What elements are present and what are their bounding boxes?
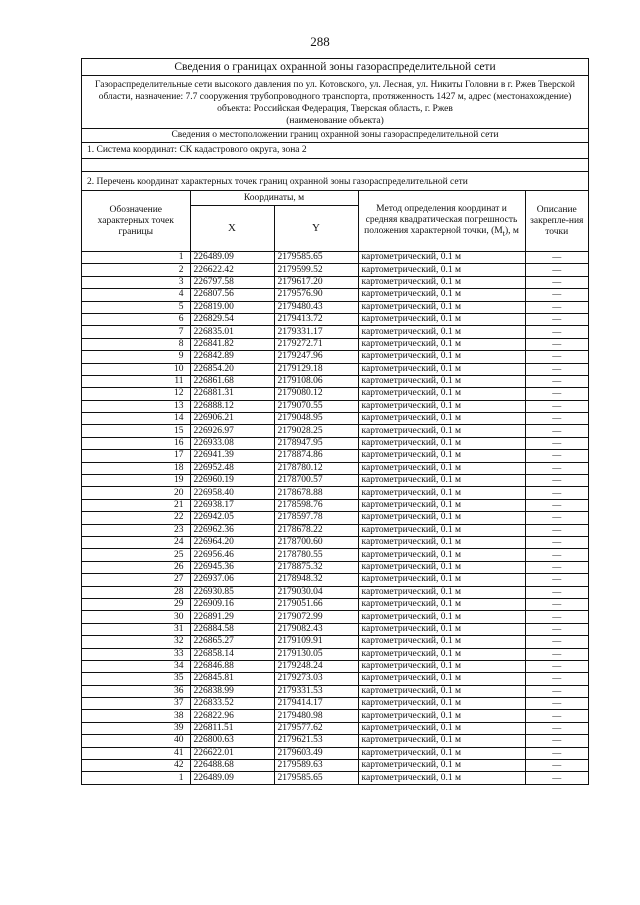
description-cell: — [525, 722, 588, 734]
y-coordinate-cell: 2178598.76 [274, 499, 358, 511]
table-row [82, 698, 588, 710]
table-row [82, 512, 588, 524]
x-coordinate-cell: 226930.85 [190, 586, 274, 598]
table-row [82, 574, 588, 586]
method-cell: картометрический, 0.1 м [358, 623, 525, 635]
x-coordinate-cell: 226489.09 [190, 772, 274, 784]
x-coordinate-cell: 226865.27 [190, 636, 274, 648]
table-row [82, 388, 588, 400]
header-method [358, 191, 525, 252]
point-number-cell: 6 [82, 313, 190, 325]
description-cell: — [525, 276, 588, 288]
description-cell: — [525, 685, 588, 697]
description-cell: — [525, 388, 588, 400]
y-coordinate-cell: 2178947.95 [274, 437, 358, 449]
method-cell: картометрический, 0.1 м [358, 611, 525, 623]
table-row [82, 586, 588, 598]
point-number-cell: 34 [82, 660, 190, 672]
y-coordinate-cell: 2179273.03 [274, 673, 358, 685]
method-cell: картометрический, 0.1 м [358, 326, 525, 338]
x-coordinate-cell: 226941.39 [190, 450, 274, 462]
x-coordinate-cell: 226926.97 [190, 425, 274, 437]
table-row [82, 487, 588, 499]
method-cell: картометрический, 0.1 м [358, 574, 525, 586]
description-cell: — [525, 574, 588, 586]
table-row [82, 475, 588, 487]
table-row [82, 450, 588, 462]
x-coordinate-cell: 226829.54 [190, 313, 274, 325]
method-cell: картометрический, 0.1 м [358, 363, 525, 375]
y-coordinate-cell: 2179080.12 [274, 388, 358, 400]
document-title: Сведения о границах охранной зоны газораспределительной сети [82, 59, 588, 76]
x-coordinate-cell: 226906.21 [190, 413, 274, 425]
table-row [82, 351, 588, 363]
object-caption-text: (наименование объекта) [286, 116, 384, 126]
empty-row [82, 159, 588, 172]
y-coordinate-cell: 2179048.95 [274, 413, 358, 425]
table-row [82, 524, 588, 536]
coordinate-system: 1. Система координат: СК кадастрового округа, зона 2 [82, 143, 588, 159]
description-cell: — [525, 301, 588, 313]
x-coordinate-cell: 226622.42 [190, 264, 274, 276]
table-row [82, 400, 588, 412]
description-cell: — [525, 499, 588, 511]
method-cell: картометрический, 0.1 м [358, 735, 525, 747]
table-row [82, 313, 588, 325]
point-number-cell: 27 [82, 574, 190, 586]
x-coordinate-cell: 226891.29 [190, 611, 274, 623]
header-x: X [190, 206, 274, 252]
x-coordinate-cell: 226881.31 [190, 388, 274, 400]
x-coordinate-cell: 226488.68 [190, 760, 274, 772]
description-cell: — [525, 512, 588, 524]
point-number-cell: 36 [82, 685, 190, 697]
description-cell: — [525, 747, 588, 759]
y-coordinate-cell: 2179051.66 [274, 598, 358, 610]
description-cell: — [525, 264, 588, 276]
point-number-cell: 14 [82, 413, 190, 425]
x-coordinate-cell: 226807.56 [190, 289, 274, 301]
method-cell: картометрический, 0.1 м [358, 673, 525, 685]
x-coordinate-cell: 226797.58 [190, 276, 274, 288]
header-y: Y [274, 206, 358, 252]
x-coordinate-cell: 226960.19 [190, 475, 274, 487]
y-coordinate-cell: 2178678.22 [274, 524, 358, 536]
x-coordinate-cell: 226962.36 [190, 524, 274, 536]
x-coordinate-cell: 226952.48 [190, 462, 274, 474]
description-cell: — [525, 598, 588, 610]
point-number-cell: 42 [82, 760, 190, 772]
point-number-cell: 8 [82, 338, 190, 350]
x-coordinate-cell: 226811.51 [190, 722, 274, 734]
point-number-cell: 41 [82, 747, 190, 759]
x-coordinate-cell: 226822.96 [190, 710, 274, 722]
description-cell: — [525, 636, 588, 648]
y-coordinate-cell: 2178874.86 [274, 450, 358, 462]
x-coordinate-cell: 226964.20 [190, 536, 274, 548]
point-number-cell: 29 [82, 598, 190, 610]
x-coordinate-cell: 226622.01 [190, 747, 274, 759]
method-cell: картометрический, 0.1 м [358, 276, 525, 288]
description-cell: — [525, 760, 588, 772]
table-row [82, 549, 588, 561]
method-cell: картометрический, 0.1 м [358, 351, 525, 363]
table-row [82, 760, 588, 772]
method-cell: картометрический, 0.1 м [358, 549, 525, 561]
description-cell: — [525, 400, 588, 412]
description-cell: — [525, 425, 588, 437]
description-cell: — [525, 660, 588, 672]
method-cell: картометрический, 0.1 м [358, 512, 525, 524]
point-number-cell: 35 [82, 673, 190, 685]
point-number-cell: 11 [82, 375, 190, 387]
table-row [82, 735, 588, 747]
table-row [82, 252, 588, 264]
point-number-cell: 13 [82, 400, 190, 412]
description-cell: — [525, 710, 588, 722]
table-row [82, 772, 588, 784]
point-number-cell: 10 [82, 363, 190, 375]
point-number-cell: 16 [82, 437, 190, 449]
method-cell: картометрический, 0.1 м [358, 375, 525, 387]
method-cell: картометрический, 0.1 м [358, 462, 525, 474]
point-number-cell: 1 [82, 252, 190, 264]
point-number-cell: 5 [82, 301, 190, 313]
header-method-end: ), м [504, 225, 519, 236]
x-coordinate-cell: 226884.58 [190, 623, 274, 635]
x-coordinate-cell: 226909.16 [190, 598, 274, 610]
point-number-cell: 23 [82, 524, 190, 536]
table-row [82, 636, 588, 648]
table-row [82, 722, 588, 734]
method-cell: картометрический, 0.1 м [358, 586, 525, 598]
method-cell: картометрический, 0.1 м [358, 413, 525, 425]
method-cell: картометрический, 0.1 м [358, 772, 525, 784]
object-description: Газораспределительные сети высокого давления по ул. Котовского, ул. Лесная, ул. Никиты Головни в г. Ржев Тверской области, назначение: 7.7 сооружения трубопроводного транспорта, протяженность 1427 м, адрес (местонахождение) объекта: Российская Федерация, Тверская область, г. Ржев [95, 80, 575, 114]
method-cell: картометрический, 0.1 м [358, 437, 525, 449]
description-cell: — [525, 698, 588, 710]
description-cell: — [525, 289, 588, 301]
table-row [82, 375, 588, 387]
y-coordinate-cell: 2179414.17 [274, 698, 358, 710]
point-number-cell: 3 [82, 276, 190, 288]
table-row [82, 499, 588, 511]
table-row [82, 611, 588, 623]
point-number-cell: 26 [82, 561, 190, 573]
y-coordinate-cell: 2179072.99 [274, 611, 358, 623]
method-cell: картометрический, 0.1 м [358, 722, 525, 734]
y-coordinate-cell: 2179248.24 [274, 660, 358, 672]
y-coordinate-cell: 2179247.96 [274, 351, 358, 363]
description-cell: — [525, 536, 588, 548]
x-coordinate-cell: 226845.81 [190, 673, 274, 685]
x-coordinate-cell: 226937.06 [190, 574, 274, 586]
method-cell: картометрический, 0.1 м [358, 660, 525, 672]
y-coordinate-cell: 2179585.65 [274, 252, 358, 264]
description-cell: — [525, 326, 588, 338]
table-row [82, 326, 588, 338]
y-coordinate-cell: 2179576.90 [274, 289, 358, 301]
point-number-cell: 18 [82, 462, 190, 474]
method-cell: картометрический, 0.1 м [358, 338, 525, 350]
point-number-cell: 25 [82, 549, 190, 561]
table-row [82, 413, 588, 425]
y-coordinate-cell: 2179028.25 [274, 425, 358, 437]
method-cell: картометрический, 0.1 м [358, 710, 525, 722]
method-cell: картометрический, 0.1 м [358, 252, 525, 264]
description-cell: — [525, 561, 588, 573]
x-coordinate-cell: 226819.00 [190, 301, 274, 313]
x-coordinate-cell: 226835.01 [190, 326, 274, 338]
description-cell: — [525, 351, 588, 363]
method-cell: картометрический, 0.1 м [358, 475, 525, 487]
y-coordinate-cell: 2178678.88 [274, 487, 358, 499]
description-cell: — [525, 735, 588, 747]
point-number-cell: 39 [82, 722, 190, 734]
y-coordinate-cell: 2179108.06 [274, 375, 358, 387]
method-cell: картометрический, 0.1 м [358, 289, 525, 301]
description-cell: — [525, 524, 588, 536]
table-row [82, 276, 588, 288]
x-coordinate-cell: 226800.63 [190, 735, 274, 747]
description-cell: — [525, 549, 588, 561]
point-number-cell: 32 [82, 636, 190, 648]
method-cell: картометрический, 0.1 м [358, 487, 525, 499]
y-coordinate-cell: 2179130.05 [274, 648, 358, 660]
description-cell: — [525, 611, 588, 623]
x-coordinate-cell: 226846.88 [190, 660, 274, 672]
page-number: 288 [310, 34, 330, 49]
description-cell: — [525, 363, 588, 375]
coordinates-rows [82, 252, 588, 784]
table-row [82, 536, 588, 548]
point-number-cell: 17 [82, 450, 190, 462]
method-cell: картометрический, 0.1 м [358, 450, 525, 462]
y-coordinate-cell: 2179331.53 [274, 685, 358, 697]
description-cell: — [525, 313, 588, 325]
description-cell: — [525, 375, 588, 387]
table-row [82, 338, 588, 350]
x-coordinate-cell: 226838.99 [190, 685, 274, 697]
point-number-cell: 24 [82, 536, 190, 548]
y-coordinate-cell: 2179621.53 [274, 735, 358, 747]
y-coordinate-cell: 2179589.63 [274, 760, 358, 772]
y-coordinate-cell: 2179480.98 [274, 710, 358, 722]
y-coordinate-cell: 2179129.18 [274, 363, 358, 375]
description-cell: — [525, 475, 588, 487]
point-number-cell: 19 [82, 475, 190, 487]
x-coordinate-cell: 226938.17 [190, 499, 274, 511]
y-coordinate-cell: 2179577.62 [274, 722, 358, 734]
point-number-cell: 40 [82, 735, 190, 747]
boundary-document [81, 58, 589, 785]
y-coordinate-cell: 2179070.55 [274, 400, 358, 412]
method-cell: картометрический, 0.1 м [358, 636, 525, 648]
table-row [82, 561, 588, 573]
point-number-cell: 12 [82, 388, 190, 400]
point-number-cell: 9 [82, 351, 190, 363]
y-coordinate-cell: 2179331.17 [274, 326, 358, 338]
header-description: Описание закрепле-ния точки [525, 191, 588, 252]
method-cell: картометрический, 0.1 м [358, 598, 525, 610]
y-coordinate-cell: 2178780.55 [274, 549, 358, 561]
table-row [82, 685, 588, 697]
y-coordinate-cell: 2178700.60 [274, 536, 358, 548]
table-row [82, 425, 588, 437]
method-cell: картометрический, 0.1 м [358, 524, 525, 536]
point-number-cell: 15 [82, 425, 190, 437]
table-row [82, 660, 588, 672]
method-cell: картометрический, 0.1 м [358, 561, 525, 573]
header-method-text: Метод определения координат и средняя квадратическая погрешность положения характерной точки, (M [364, 203, 518, 236]
table-row [82, 673, 588, 685]
y-coordinate-cell: 2178780.12 [274, 462, 358, 474]
location-section-title: Сведения о местоположении границ охранной зоны газораспределительной сети [82, 129, 588, 143]
x-coordinate-cell: 226958.40 [190, 487, 274, 499]
point-number-cell: 7 [82, 326, 190, 338]
coordinates-table [82, 190, 588, 784]
method-cell: картометрический, 0.1 м [358, 499, 525, 511]
method-cell: картометрический, 0.1 м [358, 747, 525, 759]
x-coordinate-cell: 226858.14 [190, 648, 274, 660]
x-coordinate-cell: 226833.52 [190, 698, 274, 710]
y-coordinate-cell: 2178875.32 [274, 561, 358, 573]
y-coordinate-cell: 2179585.65 [274, 772, 358, 784]
x-coordinate-cell: 226861.68 [190, 375, 274, 387]
description-cell: — [525, 772, 588, 784]
y-coordinate-cell: 2179413.72 [274, 313, 358, 325]
description-cell: — [525, 487, 588, 499]
header-point: Обозначение характерных точек границы [82, 191, 190, 252]
x-coordinate-cell: 226933.08 [190, 437, 274, 449]
description-cell: — [525, 586, 588, 598]
method-cell: картометрический, 0.1 м [358, 536, 525, 548]
point-number-cell: 28 [82, 586, 190, 598]
x-coordinate-cell: 226489.09 [190, 252, 274, 264]
method-cell: картометрический, 0.1 м [358, 698, 525, 710]
method-cell: картометрический, 0.1 м [358, 400, 525, 412]
description-cell: — [525, 623, 588, 635]
table-row [82, 598, 588, 610]
method-cell: картометрический, 0.1 м [358, 685, 525, 697]
x-coordinate-cell: 226854.20 [190, 363, 274, 375]
y-coordinate-cell: 2178700.57 [274, 475, 358, 487]
y-coordinate-cell: 2179603.49 [274, 747, 358, 759]
point-number-cell: 33 [82, 648, 190, 660]
header-method-sub: t [502, 228, 505, 238]
method-cell: картометрический, 0.1 м [358, 388, 525, 400]
x-coordinate-cell: 226945.36 [190, 561, 274, 573]
y-coordinate-cell: 2179599.52 [274, 264, 358, 276]
point-number-cell: 38 [82, 710, 190, 722]
point-number-cell: 1 [82, 772, 190, 784]
description-cell: — [525, 648, 588, 660]
point-number-cell: 31 [82, 623, 190, 635]
table-row [82, 462, 588, 474]
table-row [82, 289, 588, 301]
x-coordinate-cell: 226942.05 [190, 512, 274, 524]
point-number-cell: 37 [82, 698, 190, 710]
table-row [82, 623, 588, 635]
x-coordinate-cell: 226888.12 [190, 400, 274, 412]
object-caption [82, 116, 588, 129]
point-number-cell: 21 [82, 499, 190, 511]
x-coordinate-cell: 226842.89 [190, 351, 274, 363]
method-cell: картометрический, 0.1 м [358, 313, 525, 325]
point-number-cell: 20 [82, 487, 190, 499]
method-cell: картометрический, 0.1 м [358, 264, 525, 276]
table-row [82, 264, 588, 276]
x-coordinate-cell: 226841.82 [190, 338, 274, 350]
y-coordinate-cell: 2179480.43 [274, 301, 358, 313]
description-cell: — [525, 673, 588, 685]
description-cell: — [525, 450, 588, 462]
table-row [82, 747, 588, 759]
y-coordinate-cell: 2179082.43 [274, 623, 358, 635]
description-cell: — [525, 437, 588, 449]
method-cell: картометрический, 0.1 м [358, 760, 525, 772]
table-row [82, 301, 588, 313]
y-coordinate-cell: 2179030.04 [274, 586, 358, 598]
y-coordinate-cell: 2178597.78 [274, 512, 358, 524]
table-row [82, 437, 588, 449]
description-cell: — [525, 338, 588, 350]
table-row [82, 363, 588, 375]
point-number-cell: 4 [82, 289, 190, 301]
y-coordinate-cell: 2179109.91 [274, 636, 358, 648]
description-cell: — [525, 252, 588, 264]
table-row [82, 710, 588, 722]
method-cell: картометрический, 0.1 м [358, 301, 525, 313]
points-list-title: 2. Перечень координат характерных точек границ охранной зоны газораспределительной сети [87, 177, 468, 187]
header-coordinates: Координаты, м [190, 191, 358, 206]
point-number-cell: 30 [82, 611, 190, 623]
y-coordinate-cell: 2179272.71 [274, 338, 358, 350]
x-coordinate-cell: 226956.46 [190, 549, 274, 561]
point-number-cell: 2 [82, 264, 190, 276]
description-cell: — [525, 462, 588, 474]
y-coordinate-cell: 2179617.20 [274, 276, 358, 288]
y-coordinate-cell: 2178948.32 [274, 574, 358, 586]
description-cell: — [525, 413, 588, 425]
table-row [82, 648, 588, 660]
method-cell: картометрический, 0.1 м [358, 425, 525, 437]
method-cell: картометрический, 0.1 м [358, 648, 525, 660]
point-number-cell: 22 [82, 512, 190, 524]
